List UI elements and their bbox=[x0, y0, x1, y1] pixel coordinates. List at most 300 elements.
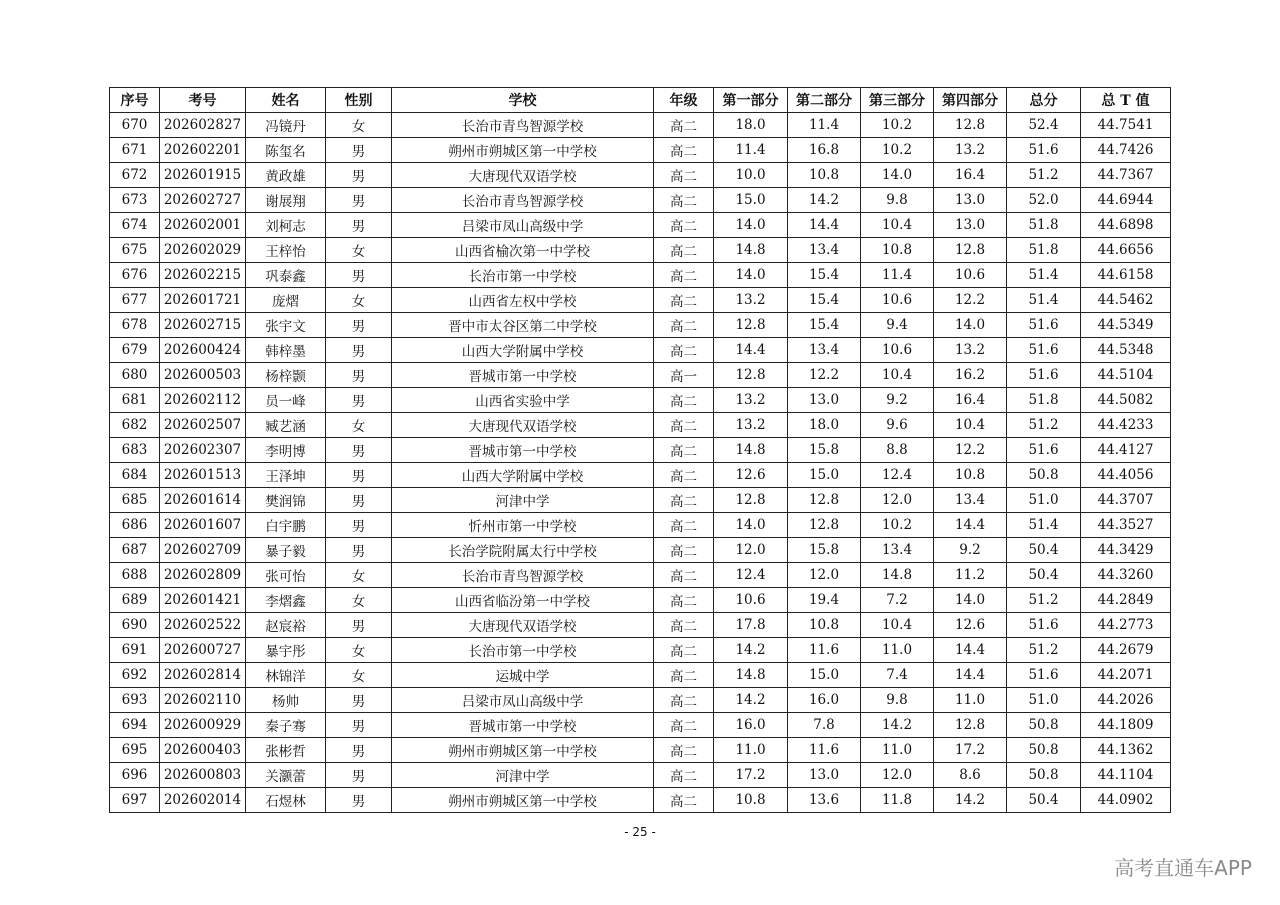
col-school-cell: 长治市青鸟智源学校 bbox=[392, 113, 654, 138]
col-seq-cell: 676 bbox=[110, 263, 160, 288]
col-total-t-cell: 44.5082 bbox=[1081, 388, 1171, 413]
col-seq-cell: 694 bbox=[110, 713, 160, 738]
col-part2-cell: 15.8 bbox=[788, 538, 861, 563]
col-exam-id-cell: 202602809 bbox=[160, 563, 246, 588]
col-part3-cell: 11.4 bbox=[861, 263, 934, 288]
col-seq-cell: 691 bbox=[110, 638, 160, 663]
col-total-t-cell: 44.6158 bbox=[1081, 263, 1171, 288]
col-total-t-cell: 44.3260 bbox=[1081, 563, 1171, 588]
col-part1-cell: 17.8 bbox=[714, 613, 788, 638]
col-exam-id-cell: 202602307 bbox=[160, 438, 246, 463]
col-gender-cell: 男 bbox=[326, 688, 392, 713]
col-total-cell: 51.8 bbox=[1007, 213, 1081, 238]
col-seq-cell: 692 bbox=[110, 663, 160, 688]
col-part2-cell: 13.4 bbox=[788, 238, 861, 263]
col-grade-cell: 高二 bbox=[654, 413, 714, 438]
col-seq-cell: 683 bbox=[110, 438, 160, 463]
col-gender-cell: 女 bbox=[326, 113, 392, 138]
col-name-cell: 秦子骞 bbox=[246, 713, 326, 738]
col-part2-cell: 14.4 bbox=[788, 213, 861, 238]
col-total-cell: 51.2 bbox=[1007, 163, 1081, 188]
col-part1-cell: 12.8 bbox=[714, 488, 788, 513]
col-part4-cell: 16.2 bbox=[934, 363, 1007, 388]
col-part4-cell: 14.0 bbox=[934, 313, 1007, 338]
table-row bbox=[110, 463, 1171, 488]
col-exam-id-cell: 202600424 bbox=[160, 338, 246, 363]
col-part2-cell: 13.6 bbox=[788, 788, 861, 813]
col-part1-cell: 14.8 bbox=[714, 663, 788, 688]
col-part2-cell: 19.4 bbox=[788, 588, 861, 613]
col-school-cell: 长治市青鸟智源学校 bbox=[392, 563, 654, 588]
col-part4-cell: 12.2 bbox=[934, 288, 1007, 313]
col-total-t-cell: 44.1362 bbox=[1081, 738, 1171, 763]
col-part3-cell: 10.2 bbox=[861, 513, 934, 538]
col-school-cell: 大唐现代双语学校 bbox=[392, 163, 654, 188]
col-grade-cell: 高二 bbox=[654, 488, 714, 513]
col-school-cell: 大唐现代双语学校 bbox=[392, 413, 654, 438]
col-seq-cell: 693 bbox=[110, 688, 160, 713]
col-part2-cell: 14.2 bbox=[788, 188, 861, 213]
col-name-cell: 石煜林 bbox=[246, 788, 326, 813]
header-col-grade: 年级 bbox=[654, 88, 714, 113]
col-name-cell: 张彬哲 bbox=[246, 738, 326, 763]
col-name-cell: 冯镜丹 bbox=[246, 113, 326, 138]
col-exam-id-cell: 202601607 bbox=[160, 513, 246, 538]
col-school-cell: 山西省临汾第一中学校 bbox=[392, 588, 654, 613]
col-part2-cell: 11.4 bbox=[788, 113, 861, 138]
col-exam-id-cell: 202602014 bbox=[160, 788, 246, 813]
col-gender-cell: 男 bbox=[326, 313, 392, 338]
col-part3-cell: 7.2 bbox=[861, 588, 934, 613]
col-total-cell: 51.6 bbox=[1007, 363, 1081, 388]
col-gender-cell: 男 bbox=[326, 613, 392, 638]
col-school-cell: 朔州市朔城区第一中学校 bbox=[392, 788, 654, 813]
col-seq-cell: 695 bbox=[110, 738, 160, 763]
col-total-t-cell: 44.3707 bbox=[1081, 488, 1171, 513]
col-gender-cell: 男 bbox=[326, 363, 392, 388]
col-part2-cell: 11.6 bbox=[788, 738, 861, 763]
col-name-cell: 张宇文 bbox=[246, 313, 326, 338]
col-part4-cell: 14.4 bbox=[934, 663, 1007, 688]
table-row bbox=[110, 488, 1171, 513]
col-grade-cell: 高二 bbox=[654, 188, 714, 213]
col-part4-cell: 13.0 bbox=[934, 188, 1007, 213]
col-grade-cell: 高二 bbox=[654, 338, 714, 363]
col-grade-cell: 高二 bbox=[654, 463, 714, 488]
col-name-cell: 杨帅 bbox=[246, 688, 326, 713]
col-part2-cell: 11.6 bbox=[788, 638, 861, 663]
col-school-cell: 忻州市第一中学校 bbox=[392, 513, 654, 538]
table-row bbox=[110, 388, 1171, 413]
col-exam-id-cell: 202602709 bbox=[160, 538, 246, 563]
col-part3-cell: 10.6 bbox=[861, 288, 934, 313]
col-part4-cell: 14.4 bbox=[934, 513, 1007, 538]
col-part4-cell: 10.8 bbox=[934, 463, 1007, 488]
col-gender-cell: 女 bbox=[326, 288, 392, 313]
col-school-cell: 长治学院附属太行中学校 bbox=[392, 538, 654, 563]
col-seq-cell: 687 bbox=[110, 538, 160, 563]
header-col-gender: 性别 bbox=[326, 88, 392, 113]
col-seq-cell: 680 bbox=[110, 363, 160, 388]
col-total-cell: 51.4 bbox=[1007, 288, 1081, 313]
col-part4-cell: 12.8 bbox=[934, 113, 1007, 138]
col-seq-cell: 670 bbox=[110, 113, 160, 138]
col-name-cell: 谢展翔 bbox=[246, 188, 326, 213]
table-row bbox=[110, 538, 1171, 563]
col-gender-cell: 男 bbox=[326, 488, 392, 513]
header-col-school: 学校 bbox=[392, 88, 654, 113]
col-part1-cell: 10.8 bbox=[714, 788, 788, 813]
table-row bbox=[110, 188, 1171, 213]
col-grade-cell: 高二 bbox=[654, 638, 714, 663]
col-gender-cell: 男 bbox=[326, 388, 392, 413]
table-row bbox=[110, 213, 1171, 238]
col-part2-cell: 12.8 bbox=[788, 513, 861, 538]
col-part4-cell: 14.2 bbox=[934, 788, 1007, 813]
col-total-t-cell: 44.5462 bbox=[1081, 288, 1171, 313]
col-grade-cell: 高二 bbox=[654, 588, 714, 613]
col-name-cell: 李熠鑫 bbox=[246, 588, 326, 613]
col-part2-cell: 10.8 bbox=[788, 163, 861, 188]
col-part1-cell: 10.6 bbox=[714, 588, 788, 613]
col-name-cell: 王泽坤 bbox=[246, 463, 326, 488]
col-exam-id-cell: 202601915 bbox=[160, 163, 246, 188]
col-part4-cell: 12.8 bbox=[934, 238, 1007, 263]
col-part3-cell: 10.4 bbox=[861, 363, 934, 388]
col-part3-cell: 11.0 bbox=[861, 638, 934, 663]
col-seq-cell: 682 bbox=[110, 413, 160, 438]
col-gender-cell: 女 bbox=[326, 238, 392, 263]
col-grade-cell: 高二 bbox=[654, 213, 714, 238]
col-name-cell: 暴子毅 bbox=[246, 538, 326, 563]
col-grade-cell: 高二 bbox=[654, 563, 714, 588]
col-total-t-cell: 44.7426 bbox=[1081, 138, 1171, 163]
col-exam-id-cell: 202601421 bbox=[160, 588, 246, 613]
col-exam-id-cell: 202600403 bbox=[160, 738, 246, 763]
col-grade-cell: 高二 bbox=[654, 538, 714, 563]
col-part2-cell: 15.8 bbox=[788, 438, 861, 463]
col-part3-cell: 10.4 bbox=[861, 213, 934, 238]
col-total-t-cell: 44.5104 bbox=[1081, 363, 1171, 388]
col-total-cell: 51.2 bbox=[1007, 413, 1081, 438]
col-gender-cell: 男 bbox=[326, 438, 392, 463]
col-seq-cell: 689 bbox=[110, 588, 160, 613]
col-total-cell: 50.8 bbox=[1007, 713, 1081, 738]
col-exam-id-cell: 202602727 bbox=[160, 188, 246, 213]
col-exam-id-cell: 202601721 bbox=[160, 288, 246, 313]
col-part4-cell: 14.0 bbox=[934, 588, 1007, 613]
col-grade-cell: 高二 bbox=[654, 113, 714, 138]
col-part3-cell: 11.0 bbox=[861, 738, 934, 763]
col-part3-cell: 10.8 bbox=[861, 238, 934, 263]
col-part3-cell: 12.0 bbox=[861, 763, 934, 788]
col-seq-cell: 674 bbox=[110, 213, 160, 238]
table-row bbox=[110, 163, 1171, 188]
col-part4-cell: 13.0 bbox=[934, 213, 1007, 238]
col-gender-cell: 女 bbox=[326, 663, 392, 688]
col-school-cell: 山西省榆次第一中学校 bbox=[392, 238, 654, 263]
table-body bbox=[110, 113, 1171, 813]
col-part1-cell: 14.2 bbox=[714, 688, 788, 713]
col-total-t-cell: 44.7367 bbox=[1081, 163, 1171, 188]
table-row bbox=[110, 413, 1171, 438]
col-gender-cell: 男 bbox=[326, 763, 392, 788]
col-part3-cell: 13.4 bbox=[861, 538, 934, 563]
page-number: - 25 - bbox=[624, 825, 656, 839]
col-part1-cell: 17.2 bbox=[714, 763, 788, 788]
table-row bbox=[110, 313, 1171, 338]
col-exam-id-cell: 202601614 bbox=[160, 488, 246, 513]
col-exam-id-cell: 202602827 bbox=[160, 113, 246, 138]
col-school-cell: 河津中学 bbox=[392, 763, 654, 788]
col-exam-id-cell: 202601513 bbox=[160, 463, 246, 488]
col-part4-cell: 11.0 bbox=[934, 688, 1007, 713]
col-exam-id-cell: 202602814 bbox=[160, 663, 246, 688]
col-grade-cell: 高二 bbox=[654, 788, 714, 813]
score-table bbox=[109, 87, 1171, 813]
col-part2-cell: 15.0 bbox=[788, 463, 861, 488]
col-total-cell: 51.2 bbox=[1007, 638, 1081, 663]
col-part1-cell: 11.4 bbox=[714, 138, 788, 163]
col-gender-cell: 男 bbox=[326, 188, 392, 213]
col-seq-cell: 690 bbox=[110, 613, 160, 638]
col-total-cell: 51.6 bbox=[1007, 438, 1081, 463]
col-part1-cell: 14.0 bbox=[714, 213, 788, 238]
col-name-cell: 杨梓颢 bbox=[246, 363, 326, 388]
col-part2-cell: 13.0 bbox=[788, 388, 861, 413]
col-part3-cell: 9.8 bbox=[861, 688, 934, 713]
col-exam-id-cell: 202602112 bbox=[160, 388, 246, 413]
col-part3-cell: 10.6 bbox=[861, 338, 934, 363]
col-part4-cell: 17.2 bbox=[934, 738, 1007, 763]
col-school-cell: 吕梁市凤山高级中学 bbox=[392, 213, 654, 238]
col-seq-cell: 672 bbox=[110, 163, 160, 188]
table-row bbox=[110, 263, 1171, 288]
col-part3-cell: 14.8 bbox=[861, 563, 934, 588]
table-row bbox=[110, 713, 1171, 738]
col-total-t-cell: 44.3429 bbox=[1081, 538, 1171, 563]
col-school-cell: 大唐现代双语学校 bbox=[392, 613, 654, 638]
col-gender-cell: 男 bbox=[326, 788, 392, 813]
col-part4-cell: 16.4 bbox=[934, 388, 1007, 413]
col-name-cell: 王梓怡 bbox=[246, 238, 326, 263]
col-total-cell: 50.4 bbox=[1007, 538, 1081, 563]
col-gender-cell: 男 bbox=[326, 138, 392, 163]
table-row bbox=[110, 138, 1171, 163]
header-col-part2: 第二部分 bbox=[788, 88, 861, 113]
col-gender-cell: 男 bbox=[326, 713, 392, 738]
table-row bbox=[110, 763, 1171, 788]
col-total-cell: 51.4 bbox=[1007, 263, 1081, 288]
col-total-cell: 51.6 bbox=[1007, 338, 1081, 363]
col-part4-cell: 12.6 bbox=[934, 613, 1007, 638]
col-name-cell: 陈玺名 bbox=[246, 138, 326, 163]
col-exam-id-cell: 202600727 bbox=[160, 638, 246, 663]
table-row bbox=[110, 738, 1171, 763]
watermark: 高考直通车APP bbox=[1114, 856, 1252, 880]
col-part1-cell: 12.8 bbox=[714, 363, 788, 388]
col-name-cell: 员一峰 bbox=[246, 388, 326, 413]
col-school-cell: 山西省实验中学 bbox=[392, 388, 654, 413]
col-gender-cell: 女 bbox=[326, 638, 392, 663]
col-seq-cell: 678 bbox=[110, 313, 160, 338]
header-col-name: 姓名 bbox=[246, 88, 326, 113]
col-total-cell: 50.8 bbox=[1007, 463, 1081, 488]
header-row bbox=[110, 88, 1171, 113]
col-exam-id-cell: 202602215 bbox=[160, 263, 246, 288]
col-total-t-cell: 44.2773 bbox=[1081, 613, 1171, 638]
header-col-part4: 第四部分 bbox=[934, 88, 1007, 113]
col-part3-cell: 9.2 bbox=[861, 388, 934, 413]
col-part3-cell: 12.0 bbox=[861, 488, 934, 513]
col-total-t-cell: 44.4056 bbox=[1081, 463, 1171, 488]
col-school-cell: 晋城市第一中学校 bbox=[392, 438, 654, 463]
col-total-t-cell: 44.5348 bbox=[1081, 338, 1171, 363]
col-part2-cell: 12.0 bbox=[788, 563, 861, 588]
col-part1-cell: 12.8 bbox=[714, 313, 788, 338]
col-grade-cell: 高二 bbox=[654, 763, 714, 788]
col-seq-cell: 685 bbox=[110, 488, 160, 513]
col-exam-id-cell: 202602715 bbox=[160, 313, 246, 338]
col-seq-cell: 696 bbox=[110, 763, 160, 788]
col-total-t-cell: 44.6898 bbox=[1081, 213, 1171, 238]
col-part2-cell: 15.4 bbox=[788, 313, 861, 338]
col-name-cell: 庞熠 bbox=[246, 288, 326, 313]
col-part3-cell: 11.8 bbox=[861, 788, 934, 813]
col-name-cell: 韩梓墨 bbox=[246, 338, 326, 363]
col-name-cell: 臧艺涵 bbox=[246, 413, 326, 438]
col-total-t-cell: 44.1104 bbox=[1081, 763, 1171, 788]
col-exam-id-cell: 202602001 bbox=[160, 213, 246, 238]
col-seq-cell: 671 bbox=[110, 138, 160, 163]
col-part1-cell: 14.8 bbox=[714, 238, 788, 263]
col-name-cell: 赵宸裕 bbox=[246, 613, 326, 638]
col-part3-cell: 10.2 bbox=[861, 113, 934, 138]
col-name-cell: 巩泰鑫 bbox=[246, 263, 326, 288]
col-exam-id-cell: 202600503 bbox=[160, 363, 246, 388]
col-part1-cell: 12.4 bbox=[714, 563, 788, 588]
col-grade-cell: 高二 bbox=[654, 713, 714, 738]
col-total-t-cell: 44.7541 bbox=[1081, 113, 1171, 138]
col-exam-id-cell: 202600803 bbox=[160, 763, 246, 788]
col-exam-id-cell: 202602029 bbox=[160, 238, 246, 263]
col-part3-cell: 9.4 bbox=[861, 313, 934, 338]
col-seq-cell: 677 bbox=[110, 288, 160, 313]
table-row bbox=[110, 688, 1171, 713]
col-grade-cell: 高二 bbox=[654, 613, 714, 638]
col-part3-cell: 8.8 bbox=[861, 438, 934, 463]
col-gender-cell: 男 bbox=[326, 513, 392, 538]
col-school-cell: 山西省左权中学校 bbox=[392, 288, 654, 313]
col-part2-cell: 16.8 bbox=[788, 138, 861, 163]
col-grade-cell: 高二 bbox=[654, 513, 714, 538]
col-part4-cell: 16.4 bbox=[934, 163, 1007, 188]
table-row bbox=[110, 513, 1171, 538]
col-total-t-cell: 44.5349 bbox=[1081, 313, 1171, 338]
col-seq-cell: 697 bbox=[110, 788, 160, 813]
col-part1-cell: 13.2 bbox=[714, 413, 788, 438]
col-part2-cell: 13.4 bbox=[788, 338, 861, 363]
col-part1-cell: 13.2 bbox=[714, 288, 788, 313]
col-total-cell: 50.8 bbox=[1007, 738, 1081, 763]
col-school-cell: 朔州市朔城区第一中学校 bbox=[392, 138, 654, 163]
col-gender-cell: 男 bbox=[326, 213, 392, 238]
col-part1-cell: 13.2 bbox=[714, 388, 788, 413]
col-total-cell: 51.6 bbox=[1007, 663, 1081, 688]
col-part4-cell: 10.6 bbox=[934, 263, 1007, 288]
col-total-t-cell: 44.6656 bbox=[1081, 238, 1171, 263]
col-seq-cell: 673 bbox=[110, 188, 160, 213]
col-part2-cell: 7.8 bbox=[788, 713, 861, 738]
table-row bbox=[110, 338, 1171, 363]
table-row bbox=[110, 113, 1171, 138]
col-name-cell: 白宇鹏 bbox=[246, 513, 326, 538]
col-total-cell: 50.4 bbox=[1007, 788, 1081, 813]
col-part4-cell: 11.2 bbox=[934, 563, 1007, 588]
col-part2-cell: 13.0 bbox=[788, 763, 861, 788]
header-col-exam-id: 考号 bbox=[160, 88, 246, 113]
table-row bbox=[110, 238, 1171, 263]
table-row bbox=[110, 288, 1171, 313]
col-seq-cell: 681 bbox=[110, 388, 160, 413]
col-total-t-cell: 44.6944 bbox=[1081, 188, 1171, 213]
col-total-t-cell: 44.0902 bbox=[1081, 788, 1171, 813]
col-school-cell: 运城中学 bbox=[392, 663, 654, 688]
col-part4-cell: 13.2 bbox=[934, 138, 1007, 163]
header-col-total-t: 总 T 值 bbox=[1081, 88, 1171, 113]
col-part2-cell: 15.4 bbox=[788, 263, 861, 288]
col-name-cell: 暴宇彤 bbox=[246, 638, 326, 663]
col-part2-cell: 16.0 bbox=[788, 688, 861, 713]
col-part4-cell: 12.2 bbox=[934, 438, 1007, 463]
col-school-cell: 长治市第一中学校 bbox=[392, 263, 654, 288]
col-seq-cell: 679 bbox=[110, 338, 160, 363]
col-total-t-cell: 44.2679 bbox=[1081, 638, 1171, 663]
header-col-seq: 序号 bbox=[110, 88, 160, 113]
table-header bbox=[110, 88, 1171, 113]
col-part3-cell: 9.6 bbox=[861, 413, 934, 438]
col-name-cell: 李明博 bbox=[246, 438, 326, 463]
col-total-t-cell: 44.2071 bbox=[1081, 663, 1171, 688]
col-part3-cell: 14.2 bbox=[861, 713, 934, 738]
col-total-t-cell: 44.1809 bbox=[1081, 713, 1171, 738]
col-exam-id-cell: 202602522 bbox=[160, 613, 246, 638]
col-grade-cell: 高二 bbox=[654, 688, 714, 713]
col-school-cell: 长治市青鸟智源学校 bbox=[392, 188, 654, 213]
col-exam-id-cell: 202602110 bbox=[160, 688, 246, 713]
col-name-cell: 樊润锦 bbox=[246, 488, 326, 513]
col-exam-id-cell: 202602201 bbox=[160, 138, 246, 163]
col-gender-cell: 男 bbox=[326, 163, 392, 188]
col-total-cell: 51.6 bbox=[1007, 313, 1081, 338]
col-part2-cell: 15.4 bbox=[788, 288, 861, 313]
col-grade-cell: 高二 bbox=[654, 663, 714, 688]
col-part3-cell: 14.0 bbox=[861, 163, 934, 188]
col-total-t-cell: 44.4233 bbox=[1081, 413, 1171, 438]
col-school-cell: 山西大学附属中学校 bbox=[392, 338, 654, 363]
col-seq-cell: 688 bbox=[110, 563, 160, 588]
col-gender-cell: 男 bbox=[326, 263, 392, 288]
col-total-t-cell: 44.2026 bbox=[1081, 688, 1171, 713]
col-total-cell: 51.8 bbox=[1007, 388, 1081, 413]
col-part4-cell: 13.2 bbox=[934, 338, 1007, 363]
col-total-cell: 51.0 bbox=[1007, 688, 1081, 713]
col-total-cell: 51.8 bbox=[1007, 238, 1081, 263]
col-part1-cell: 14.4 bbox=[714, 338, 788, 363]
col-school-cell: 晋城市第一中学校 bbox=[392, 363, 654, 388]
col-part4-cell: 13.4 bbox=[934, 488, 1007, 513]
col-gender-cell: 男 bbox=[326, 463, 392, 488]
